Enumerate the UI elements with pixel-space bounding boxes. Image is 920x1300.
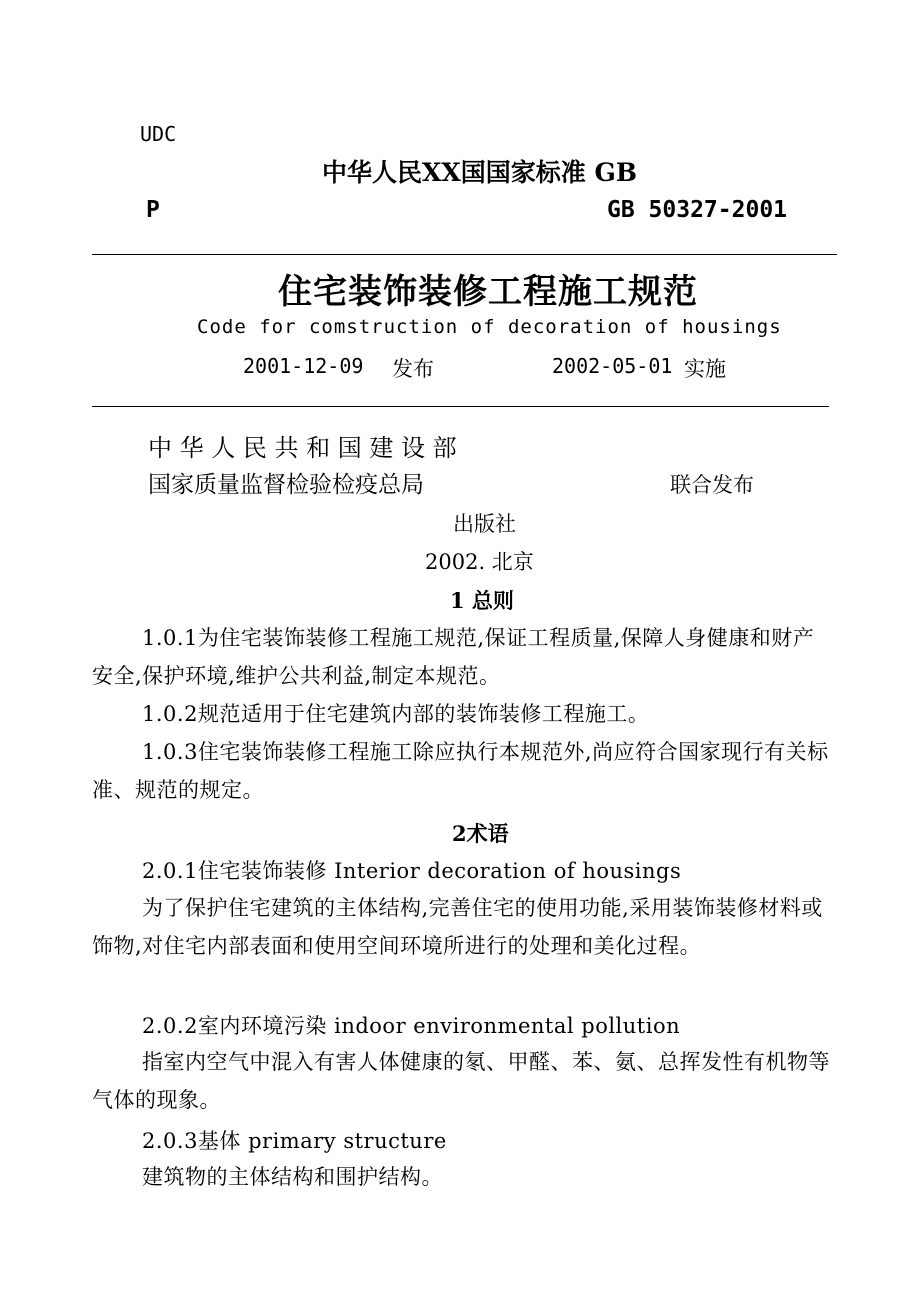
effective-label: 实施 [684, 357, 726, 381]
effective-date: 2002-05-01 [552, 354, 673, 378]
term-2-0-1-title: 2.0.1住宅装饰装修 Interior decoration of housings [142, 859, 682, 883]
press-label: 出版社 [453, 512, 516, 536]
publication-place: 2002. 北京 [425, 550, 534, 574]
issuer-bureau: 国家质量监督检验检疫总局 [148, 472, 424, 498]
p-mark: P [146, 197, 160, 223]
term-2-0-2-title: 2.0.2室内环境污染 indoor environmental pollution [142, 1014, 681, 1038]
clause-1-0-1: 1.0.1为住宅装饰装修工程施工规范,保证工程质量,保障人身健康和财产安全,保护环境,维护公共利益,制定本规范。 [92, 626, 815, 688]
clause-1-0-2: 1.0.2规范适用于住宅建筑内部的装饰装修工程施工。 [142, 702, 650, 726]
publish-label: 发布 [392, 357, 434, 381]
joint-publish-label: 联合发布 [670, 473, 754, 497]
term-2-0-1-definition: 为了保护住宅建筑的主体结构,完善住宅的使用功能,采用装饰装修材料或饰物,对住宅内部表面和使用空间环境所进行的处理和美化过程。 [92, 896, 823, 958]
issuer-ministry: 中 华 人 民 共 和 国 建 设 部 [148, 434, 457, 462]
section-2-heading: 2术语 [452, 821, 509, 846]
term-2-0-3-definition: 建筑物的主体结构和围护结构。 [142, 1165, 443, 1189]
clause-1-0-3: 1.0.3住宅装饰装修工程施工除应执行本规范外,尚应符合国家现行有关标准、规范的规定。 [92, 740, 829, 802]
document-title: 住宅装饰装修工程施工规范 [278, 272, 698, 312]
national-standard-label: 中华人民XX国国家标准 GB [322, 158, 637, 187]
english-title: Code for comstruction of decoration of housings [197, 316, 782, 338]
top-divider [92, 254, 837, 255]
standard-code: GB 50327-2001 [607, 197, 788, 223]
publish-date: 2001-12-09 [243, 354, 364, 378]
udc-label: UDC [140, 122, 177, 146]
section-1-heading: 1 总则 [450, 588, 514, 613]
term-2-0-2-definition: 指室内空气中混入有害人体健康的氡、甲醛、苯、氨、总挥发性有机物等气体的现象。 [92, 1050, 830, 1112]
term-2-0-3-title: 2.0.3基体 primary structure [142, 1129, 447, 1153]
title-divider [92, 406, 829, 407]
